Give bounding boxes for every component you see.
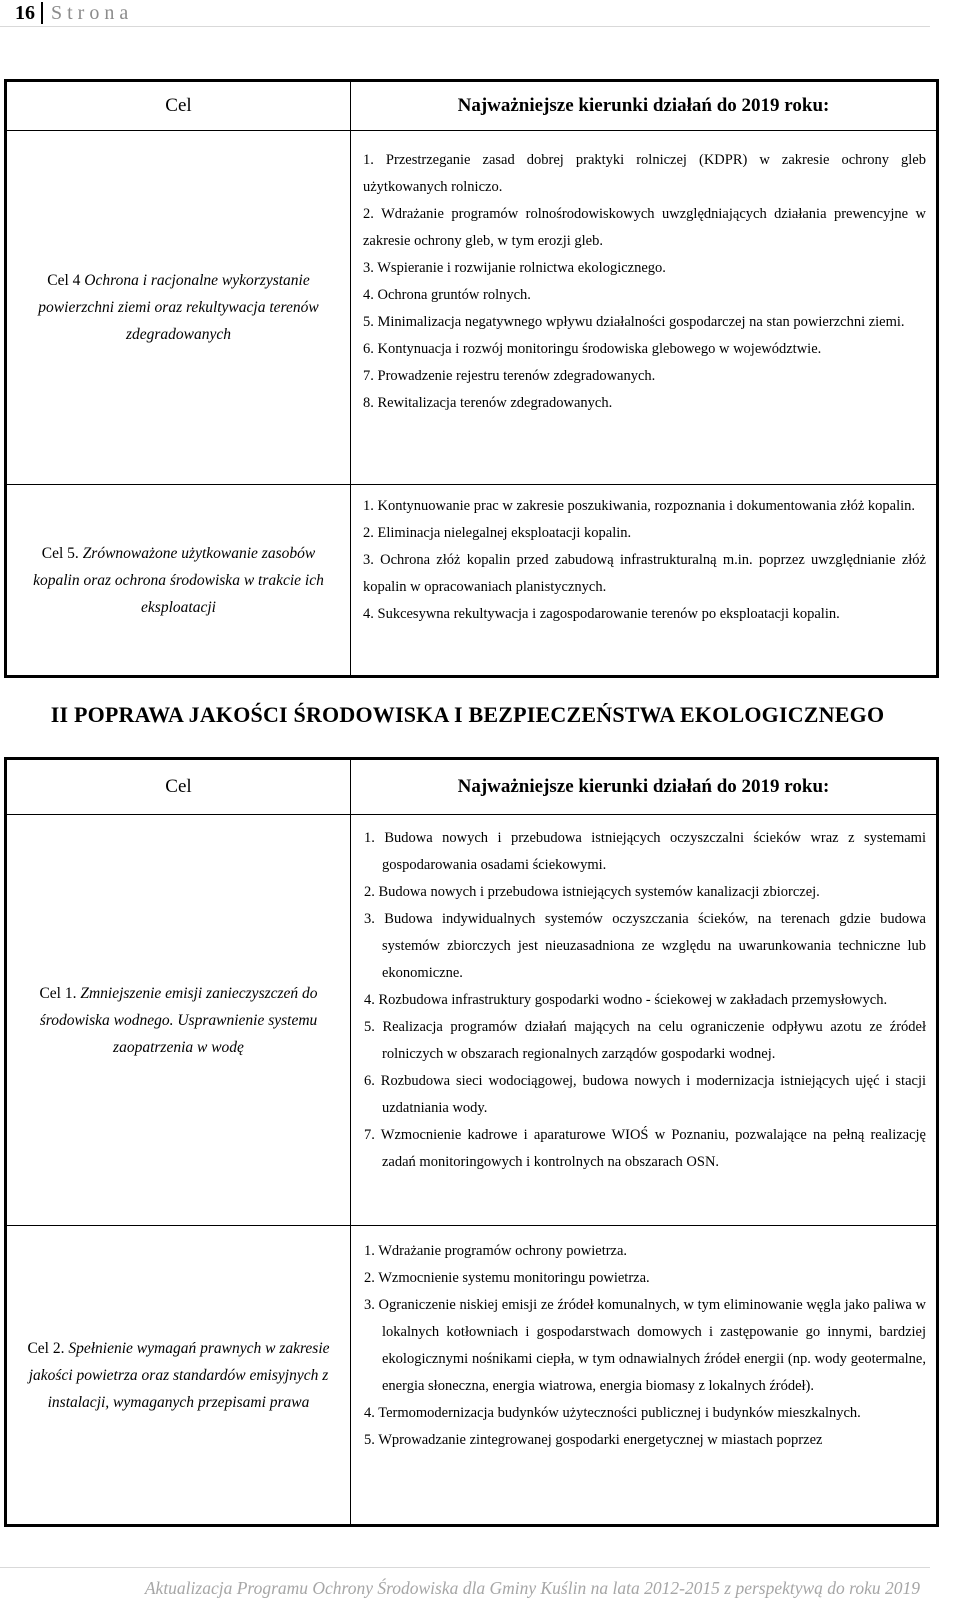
goal-cell: [6, 815, 351, 1226]
directions-cell: [351, 131, 938, 485]
directions-cell: [351, 1226, 938, 1526]
column-header-directions: Najważniejsze kierunki działań do 2019 roku:: [351, 81, 938, 131]
goals-table-2: [4, 757, 939, 1527]
direction-item: 7. Wzmocnienie kadrowe i aparaturowe WIOŚ w Poznaniu, pozwalające na pełną realizację zadań monitoringowych i kontrolnych na obszarach OSN.: [364, 1127, 926, 1170]
direction-item: 1. Budowa nowych i przebudowa istniejących oczyszczalni ścieków wraz z systemami gospodarowania osadami ściekowymi.: [364, 830, 926, 873]
goal-prefix: Cel 4: [47, 272, 81, 289]
column-header-directions: Najważniejsze kierunki działań do 2019 roku:: [351, 759, 938, 815]
goal-text: Ochrona i racjonalne wykorzystanie powierzchni ziemi oraz rekultywacja terenów zdegradowanych: [38, 272, 319, 343]
page-label: Strona: [51, 1, 134, 24]
section-title: II POPRAWA JAKOŚCI ŚRODOWISKA I BEZPIECZEŃSTWA EKOLOGICZNEGO: [50, 702, 885, 727]
direction-item: 4. Ochrona gruntów rolnych.: [363, 287, 531, 303]
direction-item: 1. Kontynuowanie prac w zakresie poszukiwania, rozpoznania i dokumentowania złóż kopalin.: [363, 498, 916, 514]
header-separator: [41, 2, 43, 24]
direction-item: 1. Wdrażanie programów ochrony powietrza.: [364, 1243, 628, 1259]
table-header-row: [6, 81, 938, 131]
direction-item: 3. Ochrona złóż kopalin przed zabudową infrastrukturalną m.in. poprzez uwzględnianie złóż kopalin w opracowaniach planistycznych.: [363, 552, 926, 595]
column-header-goal: Cel: [6, 759, 351, 815]
direction-item: 1. Przestrzeganie zasad dobrej praktyki rolniczej (KDPR) w zakresie ochrony gleb użytkowanych rolniczo.: [363, 152, 926, 195]
goal-text: Spełnienie wymagań prawnych w zakresie jakości powietrza oraz standardów emisyjnych z instalacji, wymaganych przepisami prawa: [28, 1339, 330, 1411]
goal-text: Zmniejszenie emisji zanieczyszczeń do środowiska wodnego. Usprawnienie systemu zaopatrzenia w wodę: [39, 984, 318, 1056]
direction-item: 2. Eliminacja nielegalnej eksploatacji kopalin.: [363, 525, 632, 541]
direction-item: 2. Wdrażanie programów rolnośrodowiskowych uwzględniających działania prewencyjne w zakresie ochrony gleb, w tym erozji gleb.: [363, 206, 926, 249]
header-rule: [0, 26, 930, 27]
page-number: 16: [15, 1, 35, 24]
goal-text: Zrównoważone użytkowanie zasobów kopalin oraz ochrona środowiska w trakcie ich eksploatacji: [33, 544, 324, 616]
page-header: [15, 0, 930, 26]
table-row: [6, 485, 938, 677]
direction-item: 5. Wprowadzanie zintegrowanej gospodarki energetycznej w miastach poprzez: [364, 1432, 823, 1448]
table-header-row: [6, 759, 938, 815]
directions-cell: [351, 485, 938, 677]
directions-cell: [351, 815, 938, 1226]
direction-item: 6. Kontynuacja i rozwój monitoringu środowiska glebowego w województwie.: [363, 341, 822, 357]
column-header-goal: Cel: [6, 81, 351, 131]
goal-prefix: Cel 1.: [39, 984, 77, 1002]
direction-item: 3. Wspieranie i rozwijanie rolnictwa ekologicznego.: [363, 260, 666, 276]
direction-item: 3. Budowa indywidualnych systemów oczyszczania ścieków, na terenach gdzie budowa systemów zbiorczych jest nieuzasadniona ze względu na uwarunkowania techniczne lub ekonomiczne.: [364, 911, 926, 981]
goal-prefix: Cel 2.: [27, 1339, 65, 1357]
direction-item: 4. Termomodernizacja budynków użyteczności publicznej i budynków mieszkalnych.: [364, 1405, 861, 1421]
direction-item: 5. Minimalizacja negatywnego wpływu działalności gospodarczej na stan powierzchni ziemi.: [363, 314, 905, 330]
table-row: [6, 1226, 938, 1526]
table-row: [6, 815, 938, 1226]
direction-item: 3. Ograniczenie niskiej emisji ze źródeł komunalnych, w tym eliminowanie węgla jako paliwa w lokalnych kotłowniach i gospodarstwach domowych i zastępowanie go innymi, bardziej ekologicznymi nośnikami ciepła, w tym odnawialnych źródeł energii (np. wody geotermalne, energia słoneczna, energia wiatrowa, energia biomasy z lokalnych źródeł).: [364, 1297, 926, 1394]
goals-table-1: [4, 79, 939, 678]
direction-item: 4. Sukcesywna rekultywacja i zagospodarowanie terenów po eksploatacji kopalin.: [363, 606, 840, 622]
table-row: [6, 131, 938, 485]
direction-item: 2. Wzmocnienie systemu monitoringu powietrza.: [364, 1270, 650, 1286]
direction-item: 2. Budowa nowych i przebudowa istniejących systemów kanalizacji zbiorczej.: [364, 884, 820, 900]
direction-item: 4. Rozbudowa infrastruktury gospodarki wodno - ściekowej w zakładach przemysłowych.: [364, 992, 888, 1008]
direction-item: 6. Rozbudowa sieci wodociągowej, budowa nowych i modernizacja istniejących ujęć i stacji uzdatniania wody.: [364, 1073, 926, 1116]
direction-item: 7. Prowadzenie rejestru terenów zdegradowanych.: [363, 368, 656, 384]
goal-prefix: Cel 5.: [41, 544, 79, 562]
footer-rule: [0, 1567, 930, 1568]
direction-item: 8. Rewitalizacja terenów zdegradowanych.: [363, 395, 613, 411]
goal-cell: [6, 485, 351, 677]
page-footer: Aktualizacja Programu Ochrony Środowiska dla Gminy Kuślin na lata 2012-2015 z perspektywą do roku 2019: [144, 1578, 920, 1598]
goal-cell: [6, 131, 351, 485]
direction-item: 5. Realizacja programów działań mających na celu ograniczenie odpływu azotu ze źródeł rolniczych w obszarach regionalnych zarządów gospodarki wodnej.: [364, 1019, 926, 1062]
goal-cell: [6, 1226, 351, 1526]
